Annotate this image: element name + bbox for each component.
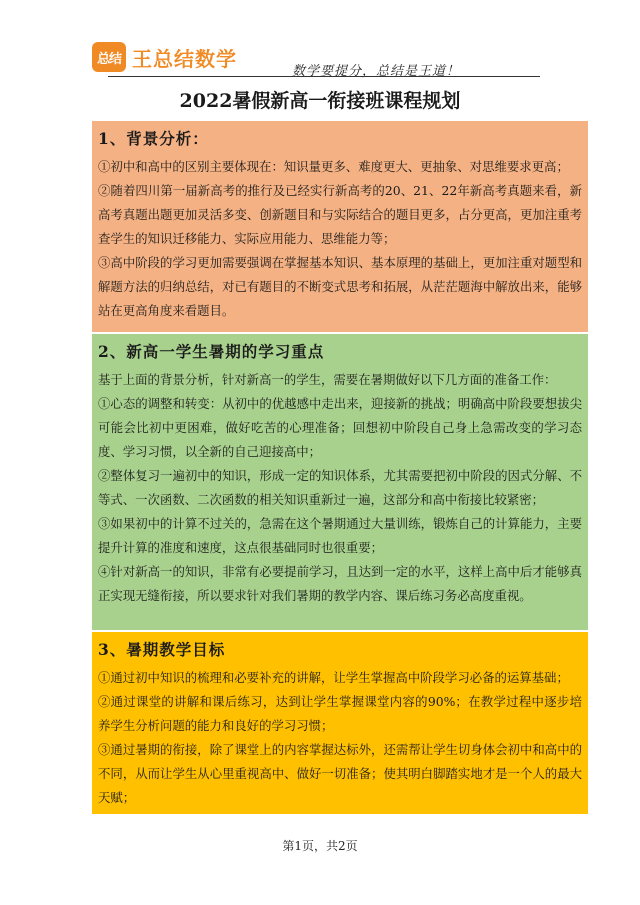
section-heading: 3、暑期教学目标 [98,640,226,659]
logo-mark: 总结 [92,42,126,72]
section-heading: 2、新高一学生暑期的学习重点 [98,342,325,361]
header-divider [108,76,540,77]
paragraph: 基于上面的背景分析，针对新高一的学生，需要在暑期做好以下几方面的准备工作： [98,372,557,387]
logo-text: 王总结数学 [132,47,237,71]
document-title: 2022暑假新高一衔接班课程规划 [179,90,461,112]
paragraph: ①初中和高中的区别主要体现在：知识量更多、难度更大、更抽象、对思维要求更高； [98,159,569,174]
section-heading: 1、背景分析： [98,129,209,148]
section-summer-focus [92,334,588,630]
page-footer: 第1页，共2页 [282,839,358,853]
paragraph: ②随着四川第一届新高考的推行及已经实行新高考的20、21、22年新高考真题来看，新高考真题出题更加灵活多变、创新题目和与实际结合的题目更多，占分更高，更加注重考查学生的知识迁移能力、实际应用能力、思维能力等； [98,183,582,246]
paragraph: ③高中阶段的学习更加需要强调在掌握基本知识、基本原理的基础上，更加注重对题型和解题方法的归纳总结，对已有题目的不断变式思考和拓展，从茫茫题海中解放出来，能够站在更高角度来看题目。 [98,255,582,318]
paragraph: ①心态的调整和转变：从初中的优越感中走出来，迎接新的挑战；明确高中阶段要想拔尖可能会比初中更困难，做好吃苦的心理准备；回想初中阶段自己身上急需改变的学习态度、学习习惯，以全新的自己迎接高中； [98,396,582,459]
header-slogan: 数学要提分，总结是王道！ [292,64,461,79]
page-header [92,38,542,84]
section-background-analysis [92,121,588,332]
paragraph: ③通过暑期的衔接，除了课堂上的内容掌握达标外，还需帮让学生切身体会初中和高中的不同，从而让学生从心里重视高中、做好一切准备；使其明白脚踏实地才是一个人的最大天赋； [98,742,582,805]
paragraph: ②整体复习一遍初中的知识，形成一定的知识体系，尤其需要把初中阶段的因式分解、不等式、一次函数、二次函数的相关知识重新过一遍，这部分和高中衔接比较紧密； [98,468,582,507]
paragraph: ③如果初中的计算不过关的，急需在这个暑期通过大量训练，锻炼自己的计算能力，主要提升计算的准度和速度，这点很基础同时也很重要； [98,516,582,555]
paragraph: ②通过课堂的讲解和课后练习，达到让学生掌握课堂内容的90%；在教学过程中逐步培养学生分析问题的能力和良好的学习习惯； [98,694,582,733]
paragraph: ①通过初中知识的梳理和必要补充的讲解，让学生掌握高中阶段学习必备的运算基础； [98,670,569,685]
paragraph: ④针对新高一的知识，非常有必要提前学习，且达到一定的水平，这样上高中后才能够真正实现无缝衔接，所以要求针对我们暑期的教学内容、课后练习务必高度重视。 [98,564,582,603]
section-teaching-goals [92,632,588,814]
